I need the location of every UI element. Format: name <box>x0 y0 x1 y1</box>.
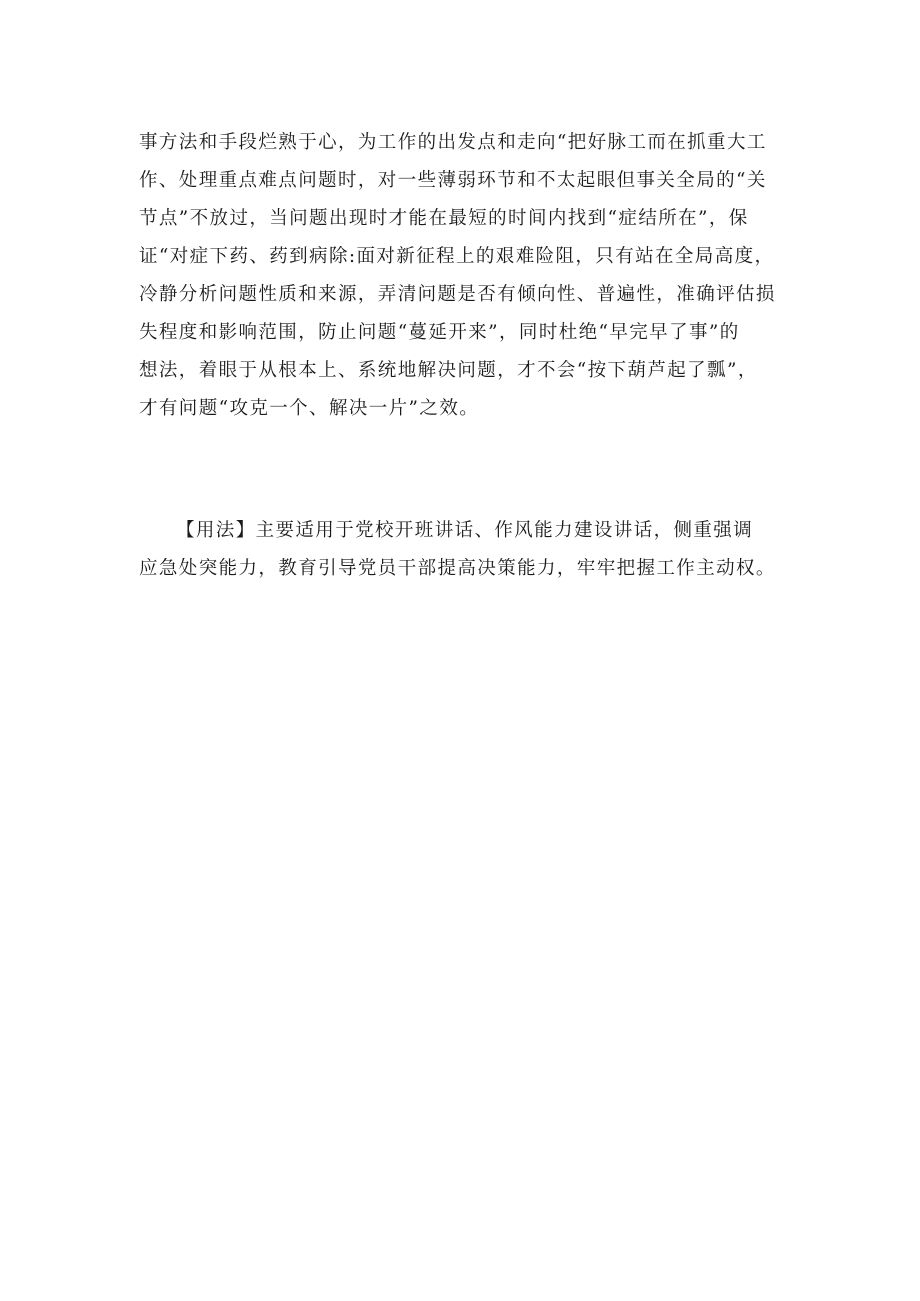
body-line: 证“对症下药、药到病除:面对新征程上的艰难险阻，只有站在全局高度， <box>139 246 775 267</box>
body-line: 才有问题“攻克一个、解决一片”之效。 <box>139 398 480 419</box>
body-line: 想法，着眼于从根本上、系统地解决问题，才不会“按下葫芦起了瓢”， <box>139 360 758 381</box>
usage-line: 【用法】主要适用于党校开班讲话、作风能力建设讲话，侧重强调 <box>176 520 754 541</box>
usage-paragraph <box>139 512 789 588</box>
body-line: 事方法和手段烂熟于心，为工作的出发点和走向“把好脉工而在抓重大工 <box>139 132 767 153</box>
body-line: 作、处理重点难点问题时，对一些薄弱环节和不太起眼但事关全局的“关 <box>139 170 767 191</box>
body-paragraph <box>139 124 789 428</box>
body-line: 冷静分析问题性质和来源，弄清问题是否有倾向性、普遍性，准确评估损 <box>139 284 776 305</box>
body-line: 失程度和影响范围，防止问题“蔓延开来”，同时杜绝“早完早了事”的 <box>139 322 740 343</box>
usage-line: 应急处突能力，教育引导党员干部提高决策能力，牢牢把握工作主动权。 <box>139 558 776 579</box>
body-line: 节点”不放过，当问题出现时才能在最短的时间内找到“症结所在”，保 <box>139 208 749 229</box>
